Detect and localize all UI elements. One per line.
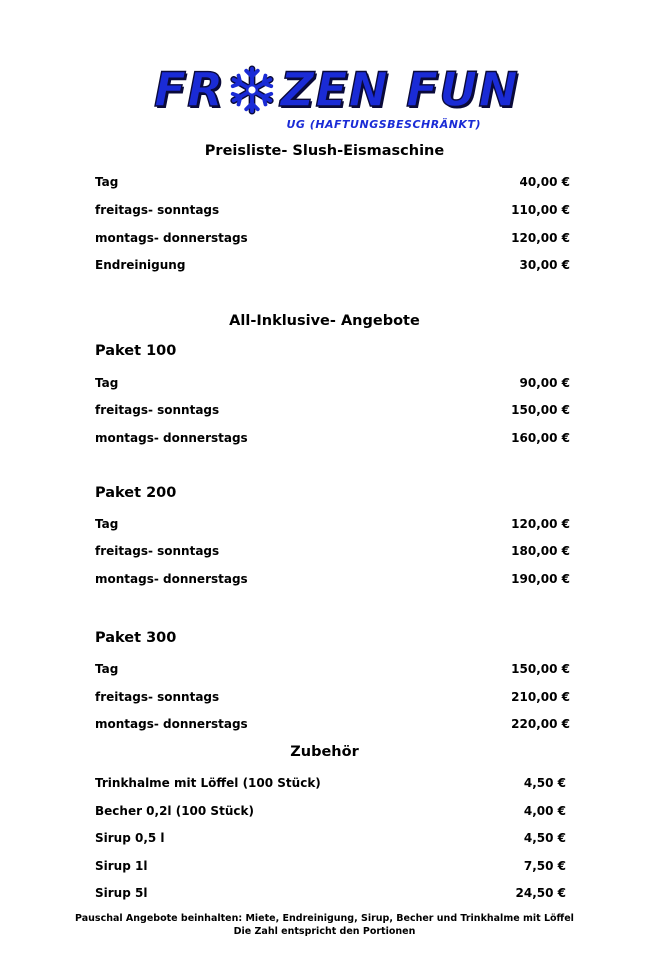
- accessory-row: [95, 829, 566, 847]
- package-row-value: 160,00 €: [511, 431, 570, 445]
- package-title: Paket 100: [95, 343, 177, 359]
- price-row: [95, 229, 570, 247]
- price-row-value: 120,00 €: [511, 231, 570, 245]
- accessory-row-value: 4,50 €: [523, 776, 566, 790]
- footer-note-1: Pauschal Angebote beinhalten: Miete, Endreinigung, Sirup, Becher und Trinkhalme mit Löffel: [75, 913, 574, 924]
- package-row-label: Tag: [95, 376, 119, 390]
- accessory-row-label: Becher 0,2l (100 Stück): [95, 804, 254, 818]
- package-row: [95, 374, 570, 392]
- package-row: [95, 688, 570, 706]
- package-title: Paket 300: [95, 630, 177, 646]
- package-row-label: freitags- sonntags: [95, 690, 220, 704]
- logo-subtitle: UG (HAFTUNGSBESCHRÄNKT): [286, 118, 481, 131]
- price-list-title: Preisliste- Slush-Eismaschine: [204, 143, 445, 159]
- accessory-row-label: Sirup 0,5 l: [95, 831, 165, 845]
- accessory-row: [95, 802, 566, 820]
- price-row-label: Endreinigung: [95, 258, 186, 272]
- price-row-label: freitags- sonntags: [95, 203, 220, 217]
- price-row-label: Tag: [95, 175, 119, 189]
- logo-text-part1: FR: [154, 62, 225, 118]
- package-row: [95, 660, 570, 678]
- accessory-row-label: Trinkhalme mit Löffel (100 Stück): [95, 776, 321, 790]
- accessory-row-value: 24,50 €: [515, 886, 566, 900]
- price-row: [95, 256, 570, 274]
- package-row: [95, 429, 570, 447]
- package-row-value: 150,00 €: [511, 662, 570, 676]
- price-row: [95, 173, 570, 191]
- package-row-label: montags- donnerstags: [95, 717, 248, 731]
- package-row-label: Tag: [95, 662, 119, 676]
- accessory-row-value: 4,50 €: [523, 831, 566, 845]
- accessory-row: [95, 884, 566, 902]
- package-row: [95, 401, 570, 419]
- package-row-value: 180,00 €: [511, 544, 570, 558]
- logo-wordmark: [154, 62, 519, 118]
- package-row: [95, 570, 570, 588]
- accessory-row: [95, 774, 566, 792]
- package-row-value: 210,00 €: [511, 690, 570, 704]
- package-row-label: freitags- sonntags: [95, 544, 220, 558]
- price-row-label: montags- donnerstags: [95, 231, 248, 245]
- package-row-label: montags- donnerstags: [95, 572, 248, 586]
- package-row-value: 120,00 €: [511, 517, 570, 531]
- accessory-row-value: 7,50 €: [523, 859, 566, 873]
- package-row: [95, 715, 570, 733]
- package-row-label: montags- donnerstags: [95, 431, 248, 445]
- price-row: [95, 201, 570, 219]
- price-row-value: 30,00 €: [519, 258, 570, 272]
- package-title: Paket 200: [95, 485, 177, 501]
- all-inclusive-title: All-Inklusive- Angebote: [229, 313, 420, 329]
- package-row-value: 150,00 €: [511, 403, 570, 417]
- package-row: [95, 515, 570, 533]
- price-row-value: 40,00 €: [519, 175, 570, 189]
- package-row-label: Tag: [95, 517, 119, 531]
- company-logo: [150, 62, 519, 134]
- footer-note-2: Die Zahl entspricht den Portionen: [233, 926, 416, 937]
- package-row-value: 190,00 €: [511, 572, 570, 586]
- package-row-value: 220,00 €: [511, 717, 570, 731]
- package-row: [95, 542, 570, 560]
- accessory-row-label: Sirup 1l: [95, 859, 148, 873]
- snowflake-icon: [226, 65, 278, 115]
- accessory-row-label: Sirup 5l: [95, 886, 148, 900]
- package-row-label: freitags- sonntags: [95, 403, 220, 417]
- accessory-row-value: 4,00 €: [523, 804, 566, 818]
- price-row-value: 110,00 €: [511, 203, 570, 217]
- accessories-title: Zubehör: [290, 744, 359, 760]
- package-row-value: 90,00 €: [519, 376, 570, 390]
- accessory-row: [95, 857, 566, 875]
- logo-text-part2: ZEN FUN: [280, 62, 519, 118]
